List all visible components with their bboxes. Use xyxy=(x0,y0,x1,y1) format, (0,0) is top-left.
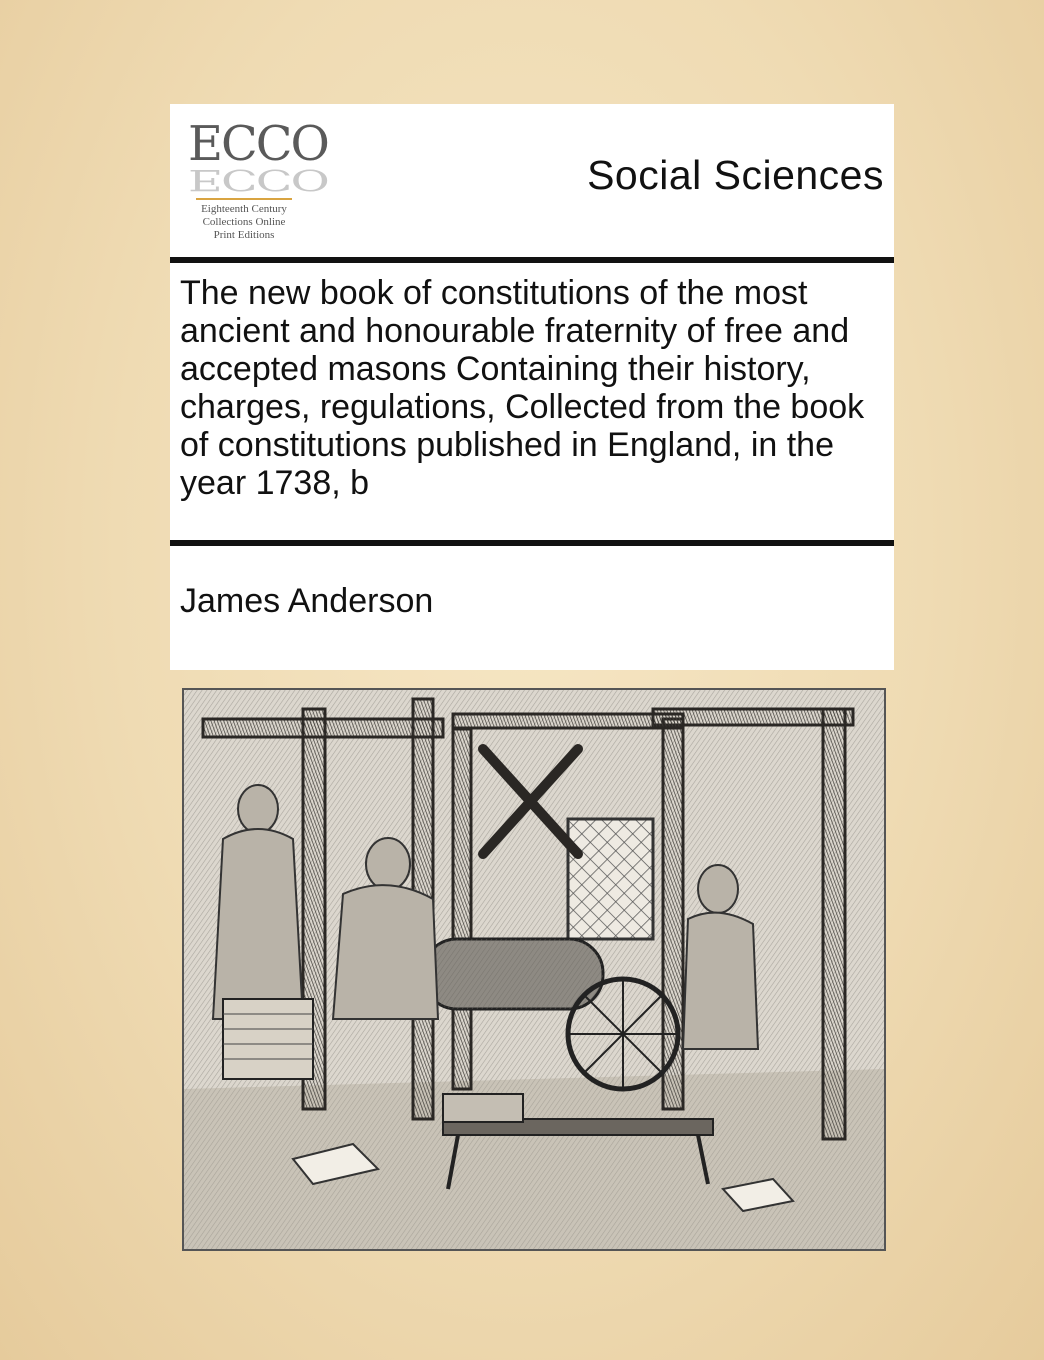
cover-panel xyxy=(170,104,894,670)
cover-engraving xyxy=(183,689,885,1250)
ecco-logo xyxy=(188,116,328,244)
ecco-logo-reflection: ECCO xyxy=(188,162,328,197)
logo-caption-line-3: Print Editions xyxy=(213,229,275,241)
logo-caption-line-1: Eighteenth Century xyxy=(201,203,287,215)
top-divider xyxy=(170,257,894,263)
series-title: Social Sciences xyxy=(587,152,884,198)
ecco-logo-mark: ECCO xyxy=(188,116,328,172)
logo-caption-line-2: Collections Online xyxy=(202,216,286,228)
bottom-divider xyxy=(170,540,894,546)
logo-divider xyxy=(196,198,292,200)
book-title: The new book of constitutions of the most ancient and honourable fraternity of free and accepted masons Containing their history, charges, regulations, Collected from the book of constitutions published in England, in the year 1738, b xyxy=(180,274,865,502)
author-name: James Anderson xyxy=(180,582,434,620)
